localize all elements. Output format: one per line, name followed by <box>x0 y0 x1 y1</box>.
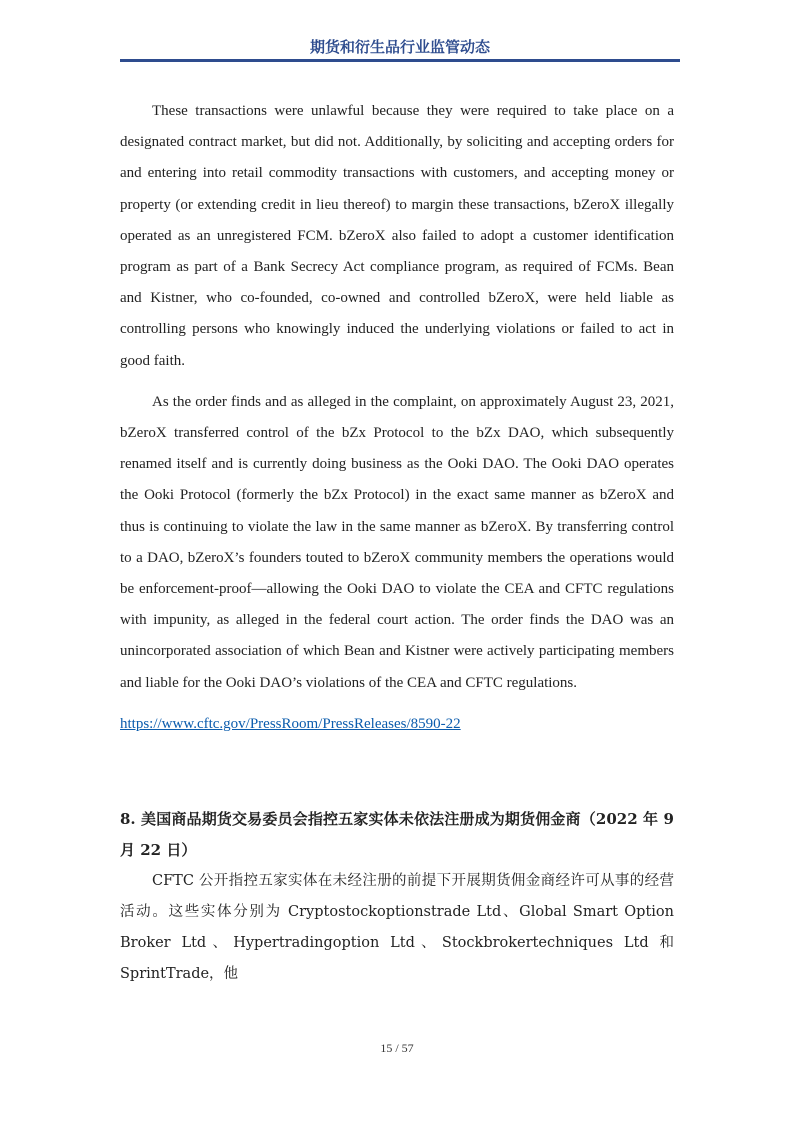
section-8-heading: 8. 美国商品期货交易委员会指控五家实体未依法注册成为期货佣金商（2022 年 9 月 22 日） <box>120 809 674 859</box>
running-header-title: 期货和衍生品行业监管动态 <box>309 38 490 56</box>
press-release-link[interactable]: https://www.cftc.gov/PressRoom/PressReleases/8590-22 <box>120 715 461 732</box>
header-rule <box>120 59 680 62</box>
body-paragraph-1: These transactions were unlawful because they were required to take place on a designated contract market, but did not. Additionally, by soliciting and accepting orders for and entering into retail commodity transactions with customers, and accepting money or property (or extending credit in lieu thereof) to margin these transactions, bZeroX illegally operated as an unregistered FCM. bZeroX also failed to adopt a customer identification program as part of a Bank Secrecy Act compliance program, as required of FCMs. Bean and Kistner, who co-founded, co-owned and controlled bZeroX, were held liable as controlling persons who knowingly induced the underlying violations or failed to act in good faith. <box>120 103 674 369</box>
document-body <box>120 96 674 990</box>
body-paragraph-2: As the order finds and as alleged in the complaint, on approximately August 23, 2021, bZeroX transferred control of the bZx Protocol to the bZx DAO, which subsequently renamed itself and is currently doing business as the Ooki DAO. The Ooki DAO operates the Ooki Protocol (formerly the bZx Protocol) in the exact same manner as bZeroX and thus is continuing to violate the law in the same manner as bZeroX. By transferring control to a DAO, bZeroX’s founders touted to bZeroX community members the operations would be enforcement-proof—allowing the Ooki DAO to violate the CEA and CFTC regulations with impunity, as alleged in the federal court action. The order finds the DAO was an unincorporated association of which Bean and Kistner were actively participating members and liable for the Ooki DAO’s violations of the CEA and CFTC regulations. <box>120 393 674 691</box>
section-8-body: CFTC 公开指控五家实体在未经注册的前提下开展期货佣金商经许可从事的经营活动。这些实体分别为 Cryptostockoptionstrade Ltd、Global Smart Option Broker Ltd、Hypertradingoption Ltd、Stockbrokertechniques Ltd 和 SprintTrade，他 <box>120 872 674 982</box>
page-number: 15 / 57 <box>380 1041 414 1055</box>
